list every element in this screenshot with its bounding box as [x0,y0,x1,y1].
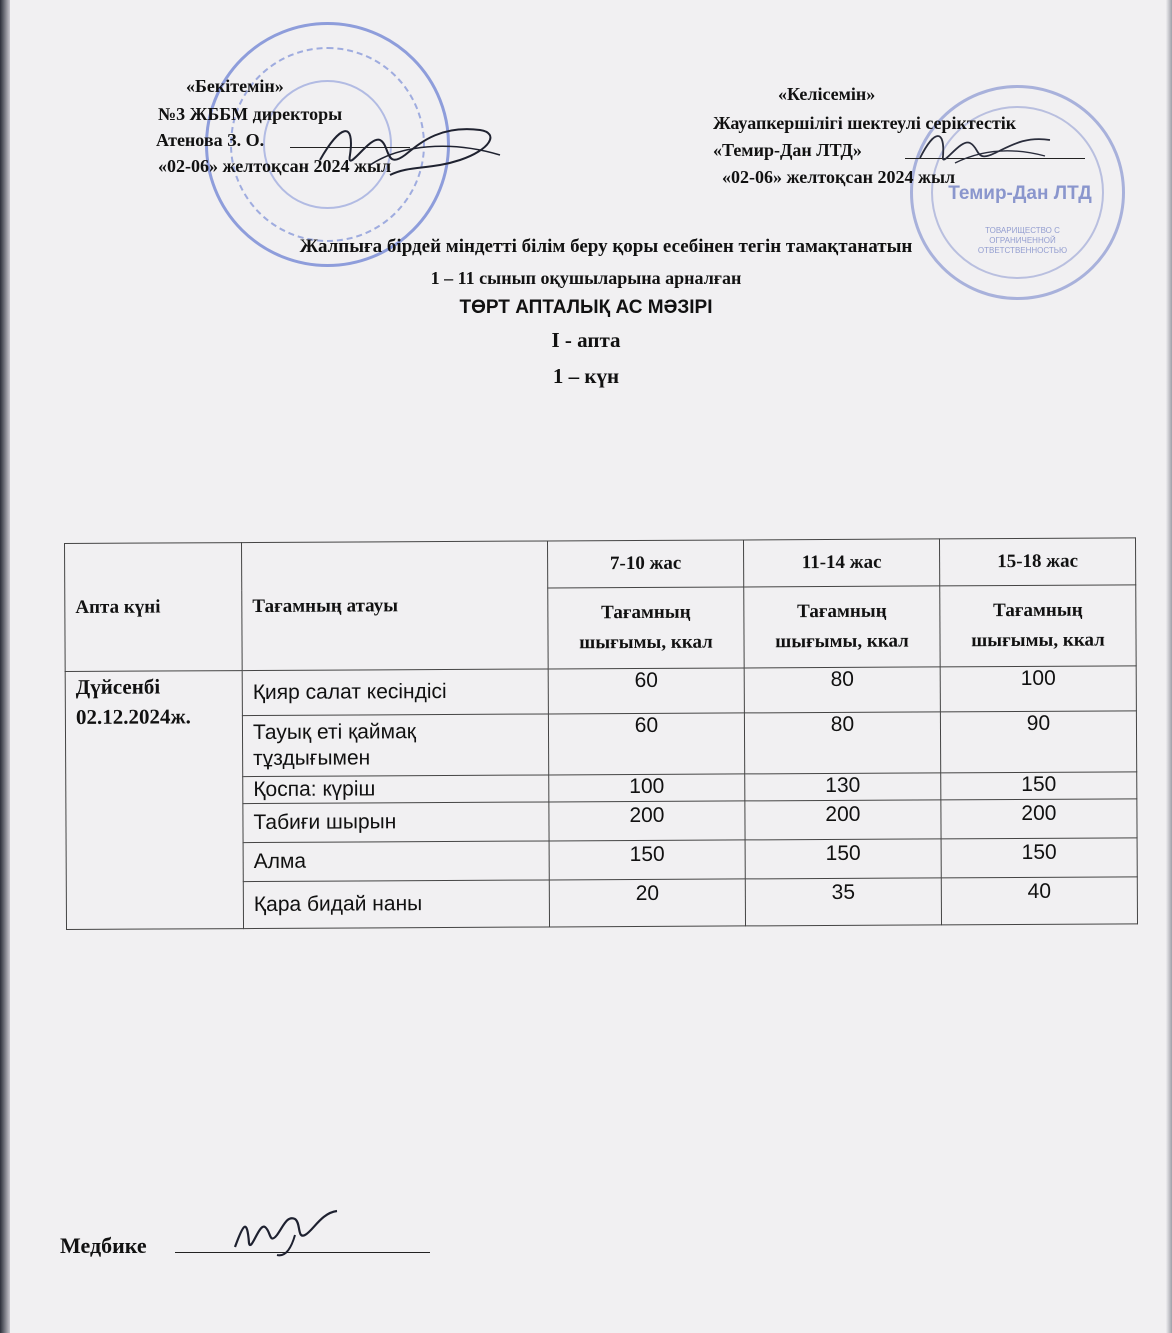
approval-right-org-type: Жауапкершілігі шектеулі серіктестік [713,113,1017,133]
yield-label-line1: Тағамның [601,601,691,624]
dish-name: Қияр салат кесіндісі [242,669,548,716]
value-11-14: 80 [744,712,940,774]
approval-right-org-name: «Темир-Дан ЛТД» [713,140,862,160]
value-11-14: 35 [745,878,941,926]
yield-label-line2: шығымы, ккал [971,629,1105,652]
value-11-14: 200 [745,800,941,840]
yield-label-line1: Тағамның [797,600,887,623]
approval-right-date: «02-06» желтоқсан 2024 жыл [722,167,956,187]
document-title-line3: ТӨРТ АПТАЛЫҚ АС МӘЗІРІ [459,297,713,318]
header-yield-15-18 [940,585,1136,667]
value-7-10: 100 [549,774,745,802]
value-15-18: 90 [940,711,1136,773]
company-stamp-name: Темир-Дан ЛТД [948,183,1092,204]
nurse-label: Медбике [60,1233,147,1258]
table-row [65,666,1136,717]
day-name: Дүйсенбі [75,674,161,699]
dish-name: Алма [243,841,549,882]
value-15-18: 100 [940,666,1136,712]
header-dish: Тағамның атауы [242,541,549,671]
day-date: 02.12.2024ж. [75,704,191,729]
approval-left-position: №3 ЖББМ директоры [158,104,343,124]
value-7-10: 60 [548,713,744,775]
dish-name: Табиғи шырын [243,802,549,843]
value-11-14: 80 [744,667,940,713]
photo-edge-left [0,0,10,1333]
document-title-line1: Жалпыға бірдей міндетті білім беру қоры есебінен тегін тамақтанатын [299,236,913,257]
company-stamp-small-text: ТОВАРИЩЕСТВО С ОГРАНИЧЕННОЙ ОТВЕТСТВЕННОСТЬЮ [977,226,1068,255]
value-7-10: 20 [549,879,745,927]
yield-label-line2: шығымы, ккал [579,631,713,654]
approval-left-name: Атенова З. О. [156,130,265,150]
header-yield-7-10 [548,587,744,669]
dish-name: Қоспа: күріш [243,775,549,804]
yield-label-line1: Тағамның [993,599,1083,622]
value-7-10: 60 [548,668,744,714]
value-7-10: 150 [549,840,745,880]
menu-table [64,537,1138,930]
header-yield-11-14 [744,586,940,668]
company-signature [915,118,1055,178]
photo-edge-right [1166,0,1172,1333]
value-15-18: 150 [941,772,1137,800]
dish-name: Тауық еті қаймақ тұздығымен [242,714,548,777]
value-15-18: 200 [941,799,1137,839]
approval-right-title: «Келісемін» [778,84,876,104]
value-11-14: 150 [745,839,941,879]
document-title-line2: 1 – 11 сынып оқушыларына арналған [430,268,742,288]
nurse-signature [225,1205,345,1260]
dish-name: Қара бидай наны [243,880,549,929]
table-header-row [65,538,1136,591]
value-15-18: 150 [941,838,1137,878]
value-15-18: 40 [941,877,1137,925]
day-cell [65,671,243,930]
director-signature [310,105,510,195]
value-11-14: 130 [745,773,941,801]
header-age-11-14: 11-14 жас [743,539,939,587]
header-day: Апта күні [65,543,243,672]
value-7-10: 200 [549,801,745,841]
day-label: 1 – күн [552,364,620,388]
header-age-15-18: 15-18 жас [939,538,1135,586]
header-age-7-10: 7-10 жас [547,540,743,588]
approval-left-title: «Бекітемін» [186,76,284,96]
week-label: I - апта [551,328,621,352]
approval-left-date: «02-06» желтоқсан 2024 жыл [158,156,392,176]
yield-label-line2: шығымы, ккал [775,630,909,653]
